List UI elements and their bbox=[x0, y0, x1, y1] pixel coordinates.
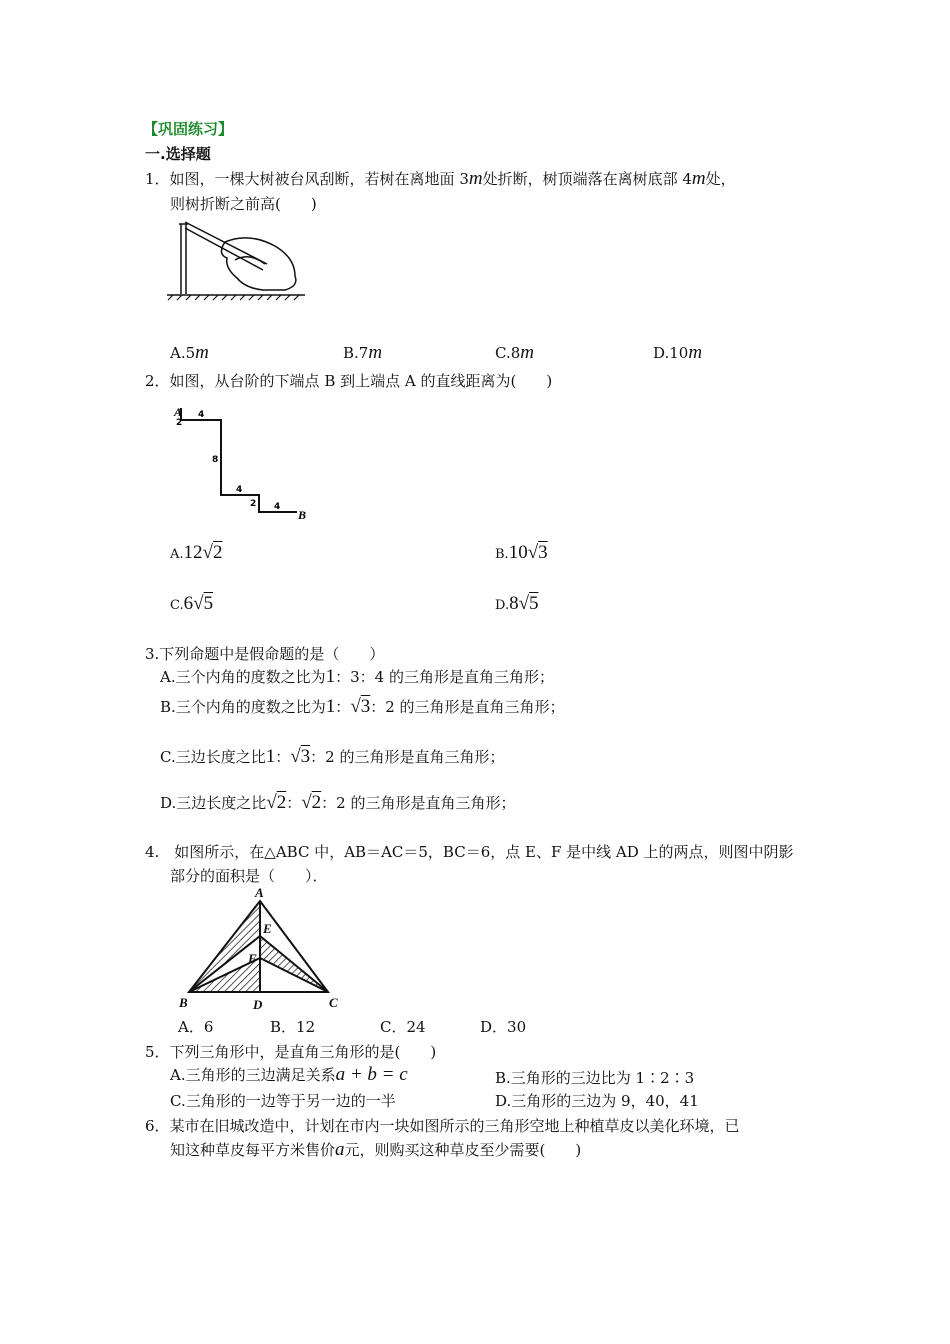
q1-option-c[interactable]: C.8m bbox=[495, 342, 534, 363]
q2-stairs-figure bbox=[170, 400, 310, 522]
q5-text: 5．下列三角形中，是直角三角形的是( ) bbox=[145, 1043, 437, 1061]
q2-option-a[interactable]: A.12√2 bbox=[170, 542, 223, 563]
q4-option-a[interactable]: A．6 bbox=[178, 1018, 214, 1036]
q3-option-a[interactable]: A.三个内角的度数之比为1：3：4 的三角形是直角三角形； bbox=[160, 666, 554, 687]
q5-option-b[interactable]: B.三角形的三边比为 1∶2∶3 bbox=[495, 1069, 695, 1087]
tri-label-c: C bbox=[329, 995, 338, 1010]
tri-label-e: E bbox=[263, 921, 272, 936]
tri-label-b: B bbox=[179, 995, 188, 1010]
q4-triangle-figure bbox=[175, 885, 350, 1010]
q5-option-a[interactable]: A.三角形的三边满足关系a + b = c bbox=[170, 1064, 408, 1085]
tree-illustration bbox=[167, 222, 305, 295]
q4-option-d[interactable]: D．30 bbox=[480, 1018, 527, 1036]
q5-option-d[interactable]: D.三角形的三边为 9，40，41 bbox=[495, 1092, 699, 1110]
q2-option-c[interactable]: C.6√5 bbox=[170, 593, 214, 614]
shaded-regions bbox=[189, 901, 328, 992]
q6-line1: 6．某市在旧城改造中，计划在市内一块如图所示的三角形空地上种植草皮以美化环境，已 bbox=[145, 1117, 740, 1135]
q2-option-b[interactable]: B.10√3 bbox=[495, 542, 548, 563]
part-title: 一.选择题 bbox=[145, 145, 211, 163]
q1-line1: 1．如图，一棵大树被台风刮断，若树在离地面 3m处折断，树顶端落在离树底部 4m处， bbox=[145, 168, 736, 189]
q3-option-d[interactable]: D.三边长度之比√2：√2：2 的三角形是直角三角形； bbox=[160, 792, 516, 813]
tri-label-f: F bbox=[248, 951, 257, 966]
q4-option-b[interactable]: B．12 bbox=[270, 1018, 316, 1036]
stairs-label-2b: 2 bbox=[250, 499, 257, 509]
q2-option-d[interactable]: D.8√5 bbox=[495, 593, 539, 614]
stairs-label-4a: 4 bbox=[198, 410, 205, 420]
tri-label-a: A bbox=[255, 885, 264, 900]
q1-line2: 则树折断之前高( ) bbox=[170, 195, 317, 213]
stairs-label-8: 8 bbox=[212, 455, 219, 465]
q5-option-c[interactable]: C.三角形的一边等于另一边的一半 bbox=[170, 1092, 396, 1110]
q3-text: 3.下列命题中是假命题的是（ ） bbox=[145, 645, 385, 663]
tri-label-d: D bbox=[253, 997, 263, 1012]
stairs-label-4b: 4 bbox=[236, 485, 243, 495]
q1-option-a[interactable]: A.5m bbox=[170, 342, 209, 363]
q6-line2: 知这种草皮每平方米售价a元，则购买这种草皮至少需要( ) bbox=[170, 1139, 582, 1160]
stairs-path bbox=[181, 408, 297, 512]
q4-line1: 4. 如图所示，在△ABC 中，AB＝AC＝5，BC＝6，点 E、F 是中线 AD 上的两点，则图中阴影 bbox=[145, 843, 794, 861]
section-title: 【巩固练习】 bbox=[143, 120, 234, 138]
q4-option-c[interactable]: C．24 bbox=[380, 1018, 426, 1036]
q3-option-c[interactable]: C.三边长度之比1：√3：2 的三角形是直角三角形； bbox=[160, 746, 505, 767]
q2-text: 2．如图，从台阶的下端点 B 到上端点 A 的直线距离为( ) bbox=[145, 372, 553, 390]
stairs-label-a: A bbox=[174, 405, 183, 419]
q1-option-b[interactable]: B.7m bbox=[343, 342, 383, 363]
stairs-label-4c: 4 bbox=[274, 502, 281, 512]
q3-option-b[interactable]: B.三个内角的度数之比为1：√3：2 的三角形是直角三角形； bbox=[160, 696, 565, 717]
q1-option-d[interactable]: D.10m bbox=[653, 342, 703, 363]
stairs-label-b: B bbox=[298, 508, 307, 522]
stairs-label-2a: 2 bbox=[176, 418, 183, 428]
q4-line2: 部分的面积是（ ）． bbox=[170, 867, 328, 885]
q1-tree-figure bbox=[165, 218, 310, 300]
